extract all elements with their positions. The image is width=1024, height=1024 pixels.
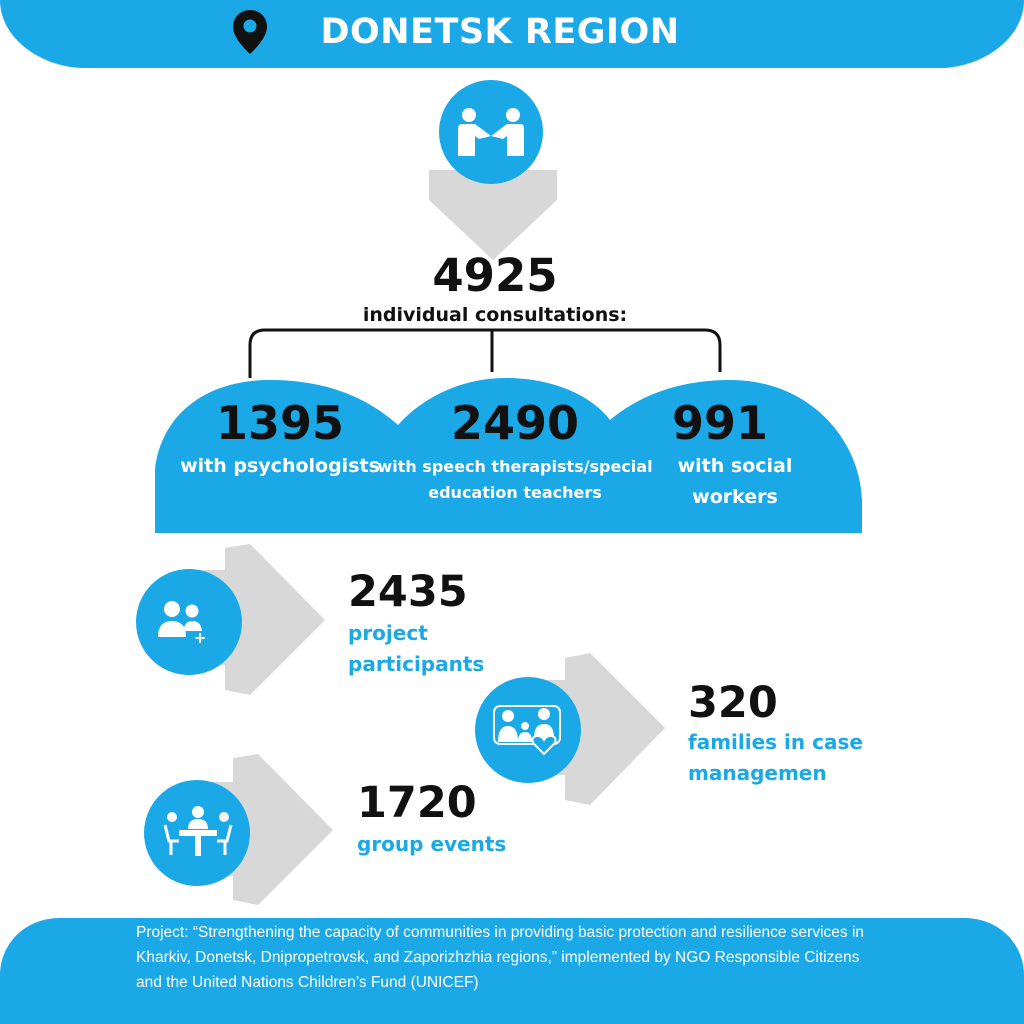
family-heart-icon xyxy=(492,702,564,758)
social-workers-value: 991 xyxy=(671,396,769,450)
consultation-bracket xyxy=(250,330,720,378)
social-workers-label: with social workers xyxy=(677,455,793,508)
participants-value: 2435 xyxy=(348,567,468,617)
families-value: 320 xyxy=(688,678,778,728)
meeting-table-icon xyxy=(163,803,233,861)
page-title: DONETSK REGION xyxy=(320,12,680,52)
total-consultations-value: 4925 xyxy=(432,249,558,302)
project-description: Project: “Strengthening the capacity of communities in providing basic protection and resilience services in Kharkiv, Donetsk, Dnipropetrovsk, and Zaporizhzhia regions,” implemented by NGO Responsible Citizens and the United Nations Children’s Fund (UNICEF) xyxy=(136,924,865,991)
participants-label: project participants xyxy=(348,621,485,676)
speech-therapists-value: 2490 xyxy=(450,396,580,450)
families-label: families in case managemen xyxy=(688,730,863,785)
psychologists-label: with psychologists xyxy=(180,455,380,477)
handshake-icon xyxy=(453,106,529,158)
group-events-value: 1720 xyxy=(357,778,477,828)
group-events-label: group events xyxy=(357,832,507,856)
total-consultations-label: individual consultations: xyxy=(362,304,628,326)
add-user-icon xyxy=(155,597,211,647)
map-pin-icon xyxy=(231,8,269,56)
psychologists-value: 1395 xyxy=(215,396,345,450)
speech-therapists-label: with speech therapists/special education teachers xyxy=(377,457,653,502)
